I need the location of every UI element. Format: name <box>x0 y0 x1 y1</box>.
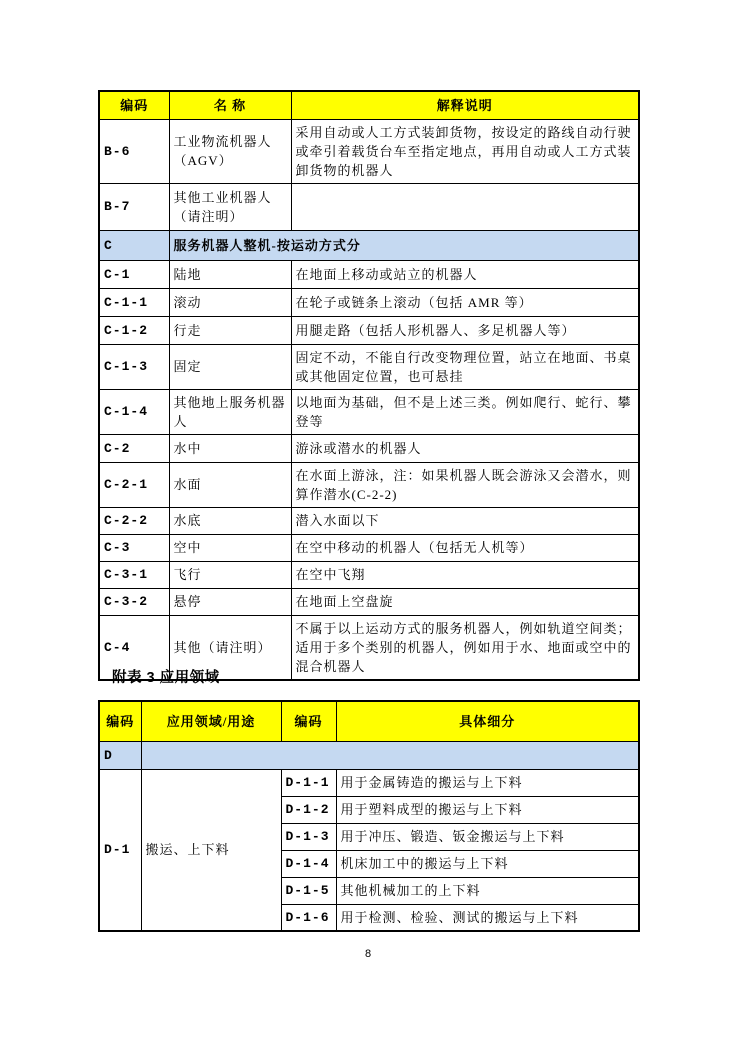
desc-cell: 在水面上游泳，注：如果机器人既会游泳又会潜水，则算作潜水(C-2-2) <box>291 462 639 507</box>
table-row <box>99 288 639 316</box>
code-cell: C-3-2 <box>99 588 169 615</box>
section-row <box>99 741 639 769</box>
name-cell: 空中 <box>169 534 291 561</box>
table-row <box>99 389 639 434</box>
code-cell: C-1 <box>99 260 169 288</box>
group-name-cell: 搬运、上下料 <box>141 769 281 931</box>
table-header-row <box>99 701 639 741</box>
name-cell: 固定 <box>169 344 291 389</box>
desc-cell: 在轮子或链条上滚动（包括 AMR 等） <box>291 288 639 316</box>
section-code-cell: C <box>99 230 169 260</box>
name-cell: 陆地 <box>169 260 291 288</box>
table-header-row <box>99 91 639 119</box>
desc-cell: 用腿走路（包括人形机器人、多足机器人等） <box>291 316 639 344</box>
desc-cell: 采用自动或人工方式装卸货物，按设定的路线自动行驶或牵引着载货台车至指定地点，再用自动或人工方式装卸货物的机器人 <box>291 119 639 183</box>
name-cell: 滚动 <box>169 288 291 316</box>
name-cell: 水中 <box>169 434 291 462</box>
code-cell: B-7 <box>99 183 169 230</box>
code-cell: C-2-1 <box>99 462 169 507</box>
code-cell: D-1-6 <box>281 904 336 931</box>
name-cell: 飞行 <box>169 561 291 588</box>
code-cell: C-1-3 <box>99 344 169 389</box>
name-cell: 工业物流机器人（AGV） <box>169 119 291 183</box>
desc-cell: 在空中移动的机器人（包括无人机等） <box>291 534 639 561</box>
section-row <box>99 230 639 260</box>
code-cell: C-2 <box>99 434 169 462</box>
table-row <box>99 344 639 389</box>
desc-cell <box>291 183 639 230</box>
table-row <box>99 507 639 534</box>
code-cell: C-3-1 <box>99 561 169 588</box>
code-cell: B-6 <box>99 119 169 183</box>
code-cell: C-1-1 <box>99 288 169 316</box>
desc-cell: 机床加工中的搬运与上下料 <box>336 850 639 877</box>
code-cell: C-4 <box>99 615 169 680</box>
desc-cell: 用于冲压、锻造、钣金搬运与上下料 <box>336 823 639 850</box>
table-row <box>99 588 639 615</box>
desc-cell: 在空中飞翔 <box>291 561 639 588</box>
desc-cell: 在地面上空盘旋 <box>291 588 639 615</box>
desc-cell: 游泳或潜水的机器人 <box>291 434 639 462</box>
name-cell: 水底 <box>169 507 291 534</box>
desc-cell: 潜入水面以下 <box>291 507 639 534</box>
name-cell: 悬停 <box>169 588 291 615</box>
desc-cell: 用于检测、检验、测试的搬运与上下料 <box>336 904 639 931</box>
desc-cell: 用于金属铸造的搬运与上下料 <box>336 769 639 796</box>
classification-table <box>98 90 640 681</box>
table-row <box>99 769 639 796</box>
table-row <box>99 534 639 561</box>
section-code-cell: D <box>99 741 141 769</box>
table-row <box>99 119 639 183</box>
name-cell: 水面 <box>169 462 291 507</box>
desc-cell: 用于塑料成型的搬运与上下料 <box>336 796 639 823</box>
table-row <box>99 183 639 230</box>
group-code-cell: D-1 <box>99 769 141 931</box>
appendix-table-heading: 附表 3 应用领域 <box>112 670 220 686</box>
header-cell-code2: 编码 <box>281 701 336 741</box>
desc-cell: 以地面为基础，但不是上述三类。例如爬行、蛇行、攀登等 <box>291 389 639 434</box>
name-cell: 其他工业机器人（请注明） <box>169 183 291 230</box>
name-cell: 其他地上服务机器人 <box>169 389 291 434</box>
code-cell: C-1-2 <box>99 316 169 344</box>
table-row <box>99 561 639 588</box>
header-cell-code1: 编码 <box>99 701 141 741</box>
code-cell: C-1-4 <box>99 389 169 434</box>
page-number: 8 <box>364 948 372 960</box>
code-cell: D-1-3 <box>281 823 336 850</box>
code-cell: D-1-1 <box>281 769 336 796</box>
table-row <box>99 434 639 462</box>
table-row <box>99 316 639 344</box>
header-cell-domain: 应用领域/用途 <box>141 701 281 741</box>
code-cell: D-1-2 <box>281 796 336 823</box>
application-table <box>98 700 640 932</box>
header-cell-name: 名 称 <box>169 91 291 119</box>
code-cell: C-3 <box>99 534 169 561</box>
desc-cell: 不属于以上运动方式的服务机器人，例如轨道空间类；适用于多个类别的机器人，例如用于水、地面或空中的混合机器人 <box>291 615 639 680</box>
code-cell: C-2-2 <box>99 507 169 534</box>
header-cell-detail: 具体细分 <box>336 701 639 741</box>
desc-cell: 其他机械加工的上下料 <box>336 877 639 904</box>
code-cell: D-1-4 <box>281 850 336 877</box>
table-row <box>99 260 639 288</box>
desc-cell: 固定不动，不能自行改变物理位置，站立在地面、书桌或其他固定位置，也可悬挂 <box>291 344 639 389</box>
name-cell: 其他（请注明） <box>169 615 291 680</box>
code-cell: D-1-5 <box>281 877 336 904</box>
header-cell-desc: 解释说明 <box>291 91 639 119</box>
section-title-cell <box>141 741 639 769</box>
header-cell-code: 编码 <box>99 91 169 119</box>
desc-cell: 在地面上移动或站立的机器人 <box>291 260 639 288</box>
name-cell: 行走 <box>169 316 291 344</box>
table-row <box>99 462 639 507</box>
section-title-cell: 服务机器人整机-按运动方式分 <box>169 230 639 260</box>
